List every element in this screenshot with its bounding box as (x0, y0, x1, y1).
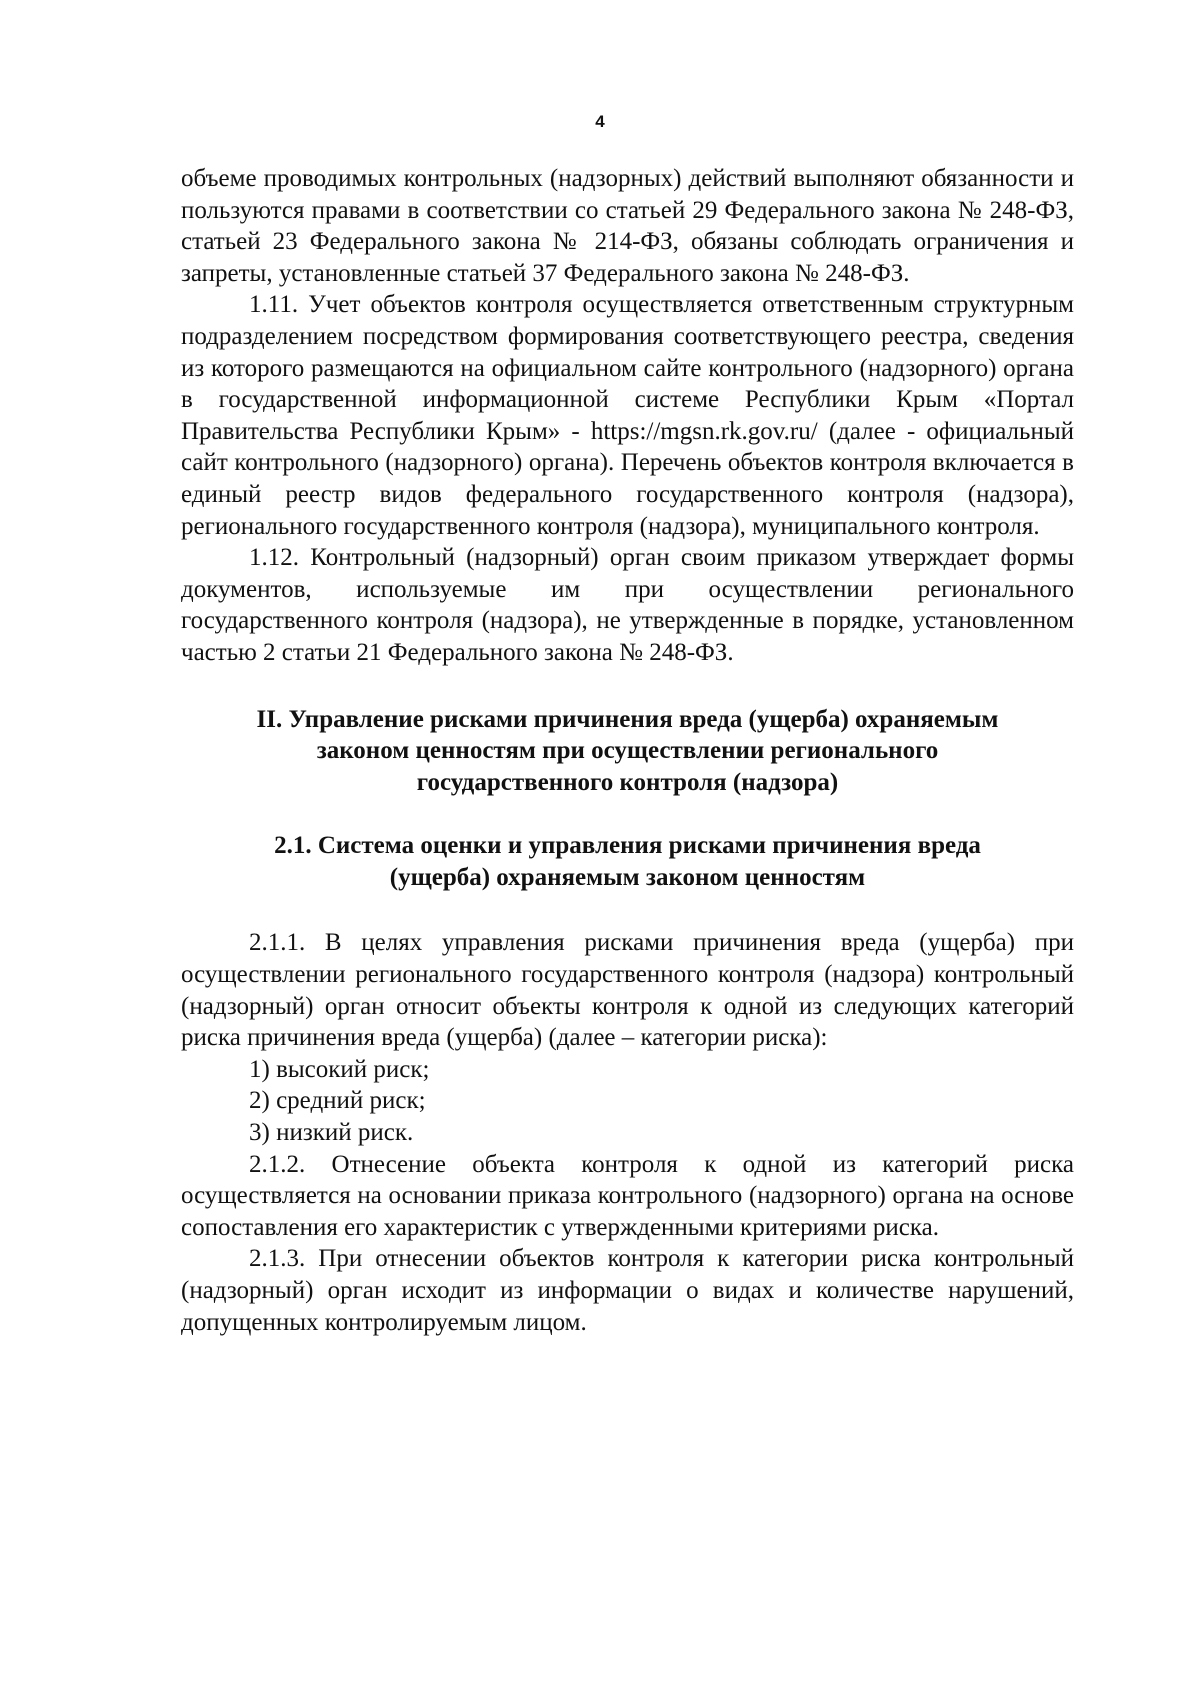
clause-2-1-3: 2.1.3. При отнесении объектов контроля к категории риска контрольный (надзорный) орган исходит из информации о видах и количестве нарушений, допущенных контролируемым лицом. (181, 1245, 1074, 1336)
paragraph-1-11: 1.11. Учет объектов контроля осуществляется ответственным структурным подразделением посредством формирования соответствующего реестра, сведения из которого размещаются на официальном сайте контрольного (надзорного) органа в государственной информационной системе Республики Крым «Портал Правительства Республики Крым» - https://mgsn.rk.gov.ru/ (далее - официальный сайт контрольного (надзорного) органа). Перечень объектов контроля включается в единый реестр видов федерального государственного контроля (надзора), регионального государственного контроля (надзора), муниципального контроля. (181, 291, 1074, 540)
list-item: 1) высокий риск; (249, 1055, 430, 1083)
list-item: 2) средний риск; (249, 1087, 426, 1115)
risk-category-list (181, 1054, 1074, 1149)
subsection-heading-line: (ущерба) охраняемым законом ценностям (389, 863, 866, 891)
section-heading (181, 704, 1074, 799)
paragraph-1-12: 1.12. Контрольный (надзорный) орган своим приказом утверждает формы документов, используемые им при осуществлении регионального государственного контроля (надзора), не утвержденные в порядке, установленном частью 2 статьи 21 Федерального закона № 248-ФЗ. (181, 544, 1074, 666)
paragraph-continuation: объеме проводимых контрольных (надзорных) действий выполняют обязанности и пользуются правами в соответствии со статьей 29 Федерального закона № 248-ФЗ, статьей 23 Федерального закона № 214-ФЗ, обязаны соблюдать ограничения и запреты, установленные статьей 37 Федерального закона № 248-ФЗ. (181, 165, 1074, 287)
section-heading-line: законом ценностям при осуществлении регионального (316, 737, 939, 765)
page-number: 4 (595, 112, 605, 131)
document-body (181, 163, 1074, 1338)
section-heading-line: государственного контроля (надзора) (416, 768, 839, 796)
list-item: 3) низкий риск. (249, 1119, 414, 1147)
clause-2-1-2: 2.1.2. Отнесение объекта контроля к одной из категорий риска осуществляется на основании приказа контрольного (надзорного) органа на основе сопоставления его характеристик с утвержденными критериями риска. (181, 1150, 1074, 1241)
subsection-heading-line: 2.1. Система оценки и управления рисками причинения вреда (274, 832, 981, 860)
subsection-heading (181, 830, 1074, 893)
clause-2-1-1: 2.1.1. В целях управления рисками причинения вреда (ущерба) при осуществлении регионального государственного контроля (надзора) контрольный (надзорный) орган относит объекты контроля к одной из следующих категорий риска причинения вреда (ущерба) (далее – категории риска): (181, 929, 1074, 1052)
section-heading-line: II. Управление рисками причинения вреда (ущерба) охраняемым (256, 705, 999, 733)
